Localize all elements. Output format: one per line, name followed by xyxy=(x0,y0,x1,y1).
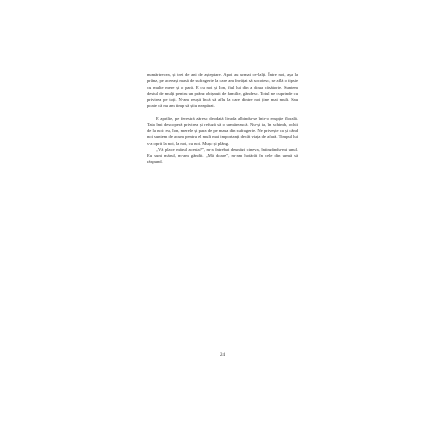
paragraph-1: numărtrecea, și trei de ani de așteptare. Apoi au urmat ce-lalți. Între noi, așa la prânz, pe aceeași masă de sufragerie la care am învățat să socotesc, se află o tipsie cu multe mere și o pară. E cu noi și Ion, fiul lui din a doua căsătorie. Suntem destul de mulți pentru un prânz obișnuit de familie, gândesc. Totul ne cuprinde cu privirea pe toți. N-am reușit încă să aflu la care dintre noi ține mai mult. Sau poate că nu am timp să știu neapărat. xyxy=(147,72,298,109)
page-number: 24 xyxy=(220,353,225,358)
paragraph-2: E aprilie, pe ferestră zăresc deodată livada albindu-se într-o erupție florală. Tata îmi descoperă privirea și refuză să o urmărească. Nu-și ia, în schimb, ochii de la noi: eu, Ion, merele și para de pe masa din sufragerie. Ne privește ca și când noi suntem de acum pentru el mult mai importanți decât viața de afară. Timpul lui s-a oprit la noi, la noi, cu noi. Mușc și plâng. xyxy=(147,115,298,146)
paragraph-3: „Vă place mărul acesta?”, m-a întrebat deunăzi cineva, întinzându-mi unul. Eu sunt mărul, m-am gândit. „Mă doare”, m-am hotărât în cele din urmă să răspund. xyxy=(147,146,298,165)
body-text xyxy=(147,72,298,166)
